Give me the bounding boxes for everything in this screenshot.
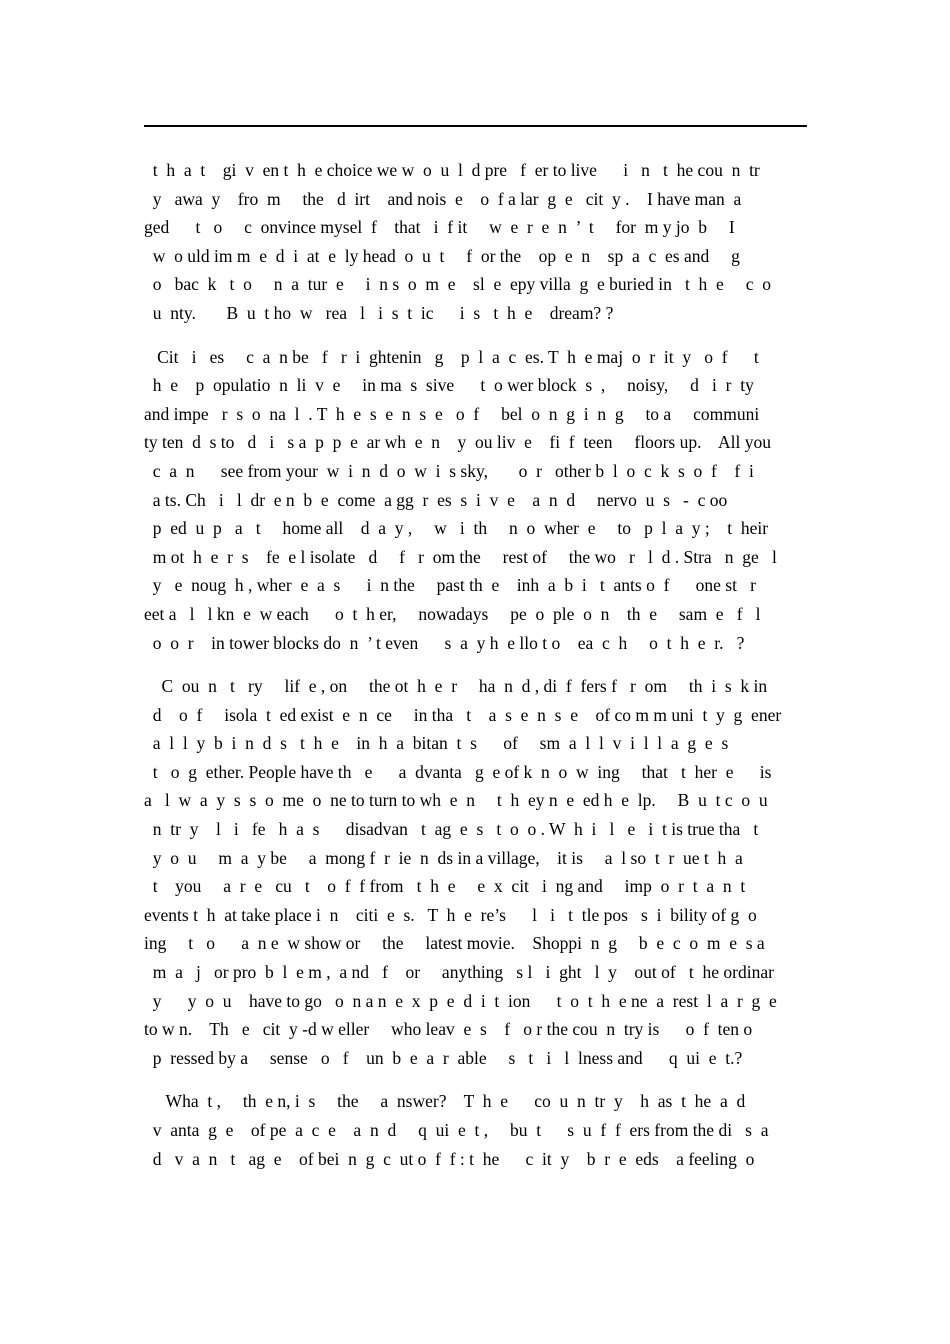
paragraph-line: a l l y b i n d s t h e in h a bitan t s of sm a l l v i l l a g e s — [144, 733, 729, 754]
paragraph — [144, 156, 807, 328]
paragraph-line: o bac k t o n a tur e i n s o m e sl e epy villa g e buried in t h e c o — [144, 274, 771, 295]
paragraph-line: y awa y fro m the d irt and nois e o f a lar g e cit y . I have man a — [144, 188, 742, 209]
paragraph-line: n tr y l i fe h a s disadvan t ag e s t o o . W h i l e i t is true tha t — [144, 819, 759, 840]
paragraph-line: t h a t gi v en t h e choice we w o u l d pre f er to live i n t he cou n tr — [144, 160, 760, 180]
paragraph-line: a ts. Ch i l dr e n b e come a gg r es s i v e a n d nervo u s - c oo — [144, 489, 728, 510]
paragraph-line: m ot h e r s fe e l isolate d f r om the rest of the wo r l d . Stra n ge l — [144, 546, 777, 567]
paragraph — [144, 343, 807, 658]
paragraph-line: u nty. B u t ho w rea l i s t ic i s t h e dream? ? — [144, 302, 614, 323]
paragraph-line: Cit i es c a n be f r i ghtenin g p l a c es. T h e maj o r it y o f t — [144, 346, 759, 367]
paragraph-line: ty ten d s to d i s a p p e ar wh e n y ou liv e fi f teen floors up. All you — [144, 432, 772, 453]
paragraph-line: w o uld im m e d i at e ly head o u t f or the op e n sp a c es and g — [144, 245, 740, 266]
paragraph-spacer — [144, 657, 807, 672]
paragraph-line: d v a n t ag e of bei n g c ut o f f : t he c it y b r e eds a feeling o — [144, 1148, 755, 1169]
paragraph-line: y y o u have to go o n a n e x p e d i t ion t o t h e ne a rest l a r g e — [144, 990, 777, 1011]
paragraph-line: events t h at take place i n citi e s. T h e re’s l i t tle pos s i bility of g o — [144, 904, 757, 925]
body-text — [144, 156, 807, 1173]
paragraph-line: d o f isola t ed exist e n ce in tha t a s e n s e of co m m uni t y g ener — [144, 704, 782, 725]
paragraph-line: to w n. Th e cit y -d w eller who leav e s f o r the cou n try is o f ten o — [144, 1019, 753, 1040]
paragraph-line: v anta g e of pe a c e a n d q ui e t , bu t s u f f ers from the di s a — [144, 1120, 769, 1140]
header-rule — [144, 125, 807, 127]
paragraph-line: y o u m a y be a mong f r ie n ds in a village, it is a l so t r ue t h a — [144, 847, 743, 868]
paragraph-spacer — [144, 1072, 807, 1087]
paragraph-line: C ou n t ry lif e , on the ot h e r ha n d , di f fers f r om th i s k in — [144, 676, 768, 697]
paragraph-line: t you a r e cu t o f f from t h e e x cit i ng and imp o r t a n t — [144, 876, 746, 897]
paragraph-line: p ed u p a t home all d a y , w i th n o wher e to p l a y ; t heir — [144, 518, 769, 539]
paragraph-line: ing t o a n e w show or the latest movie. Shoppi n g b e c o m e s a — [144, 933, 765, 954]
paragraph-line: t o g ether. People have th e a dvanta g e of k n o w ing that t her e is — [144, 761, 772, 782]
paragraph — [144, 1087, 807, 1173]
paragraph-line: p ressed by a sense o f un b e a r able s t i l lness and q ui e t.? — [144, 1047, 743, 1068]
paragraph-line: eet a l l kn e w each o t h er, nowadays pe o ple o n th e sam e f l — [144, 603, 761, 624]
paragraph-spacer — [144, 328, 807, 343]
paragraph — [144, 672, 807, 1072]
paragraph-line: ged t o c onvince mysel f that i f it w e r e n ’ t for m y jo b I — [144, 217, 735, 238]
paragraph-line: Wha t , th e n, i s the a nswer? T h e co u n tr y h as t he a d — [144, 1091, 746, 1112]
paragraph-line: m a j or pro b l e m , a nd f or anything s l i ght l y out of t he ordinar — [144, 962, 774, 983]
paragraph-line: c a n see from your w i n d o w i s sky, o r other b l o c k s o f f i — [144, 460, 754, 481]
paragraph-line: o o r in tower blocks do n ’ t even s a y h e llo t o ea c h o t h e r. ? — [144, 632, 745, 653]
paragraph-line: y e noug h , wher e a s i n the past th e inh a b i t ants o f one st r — [144, 575, 756, 596]
paragraph-line: a l w a y s s o me o ne to turn to wh e n t h ey n e ed h e lp. B u t c o u — [144, 790, 768, 811]
paragraph-line: h e p opulatio n li v e in ma s sive t o wer block s , noisy, d i r ty — [144, 375, 754, 396]
paragraph-line: and impe r s o na l . T h e s e n s e o f bel o n g i n g to a communi — [144, 403, 760, 424]
